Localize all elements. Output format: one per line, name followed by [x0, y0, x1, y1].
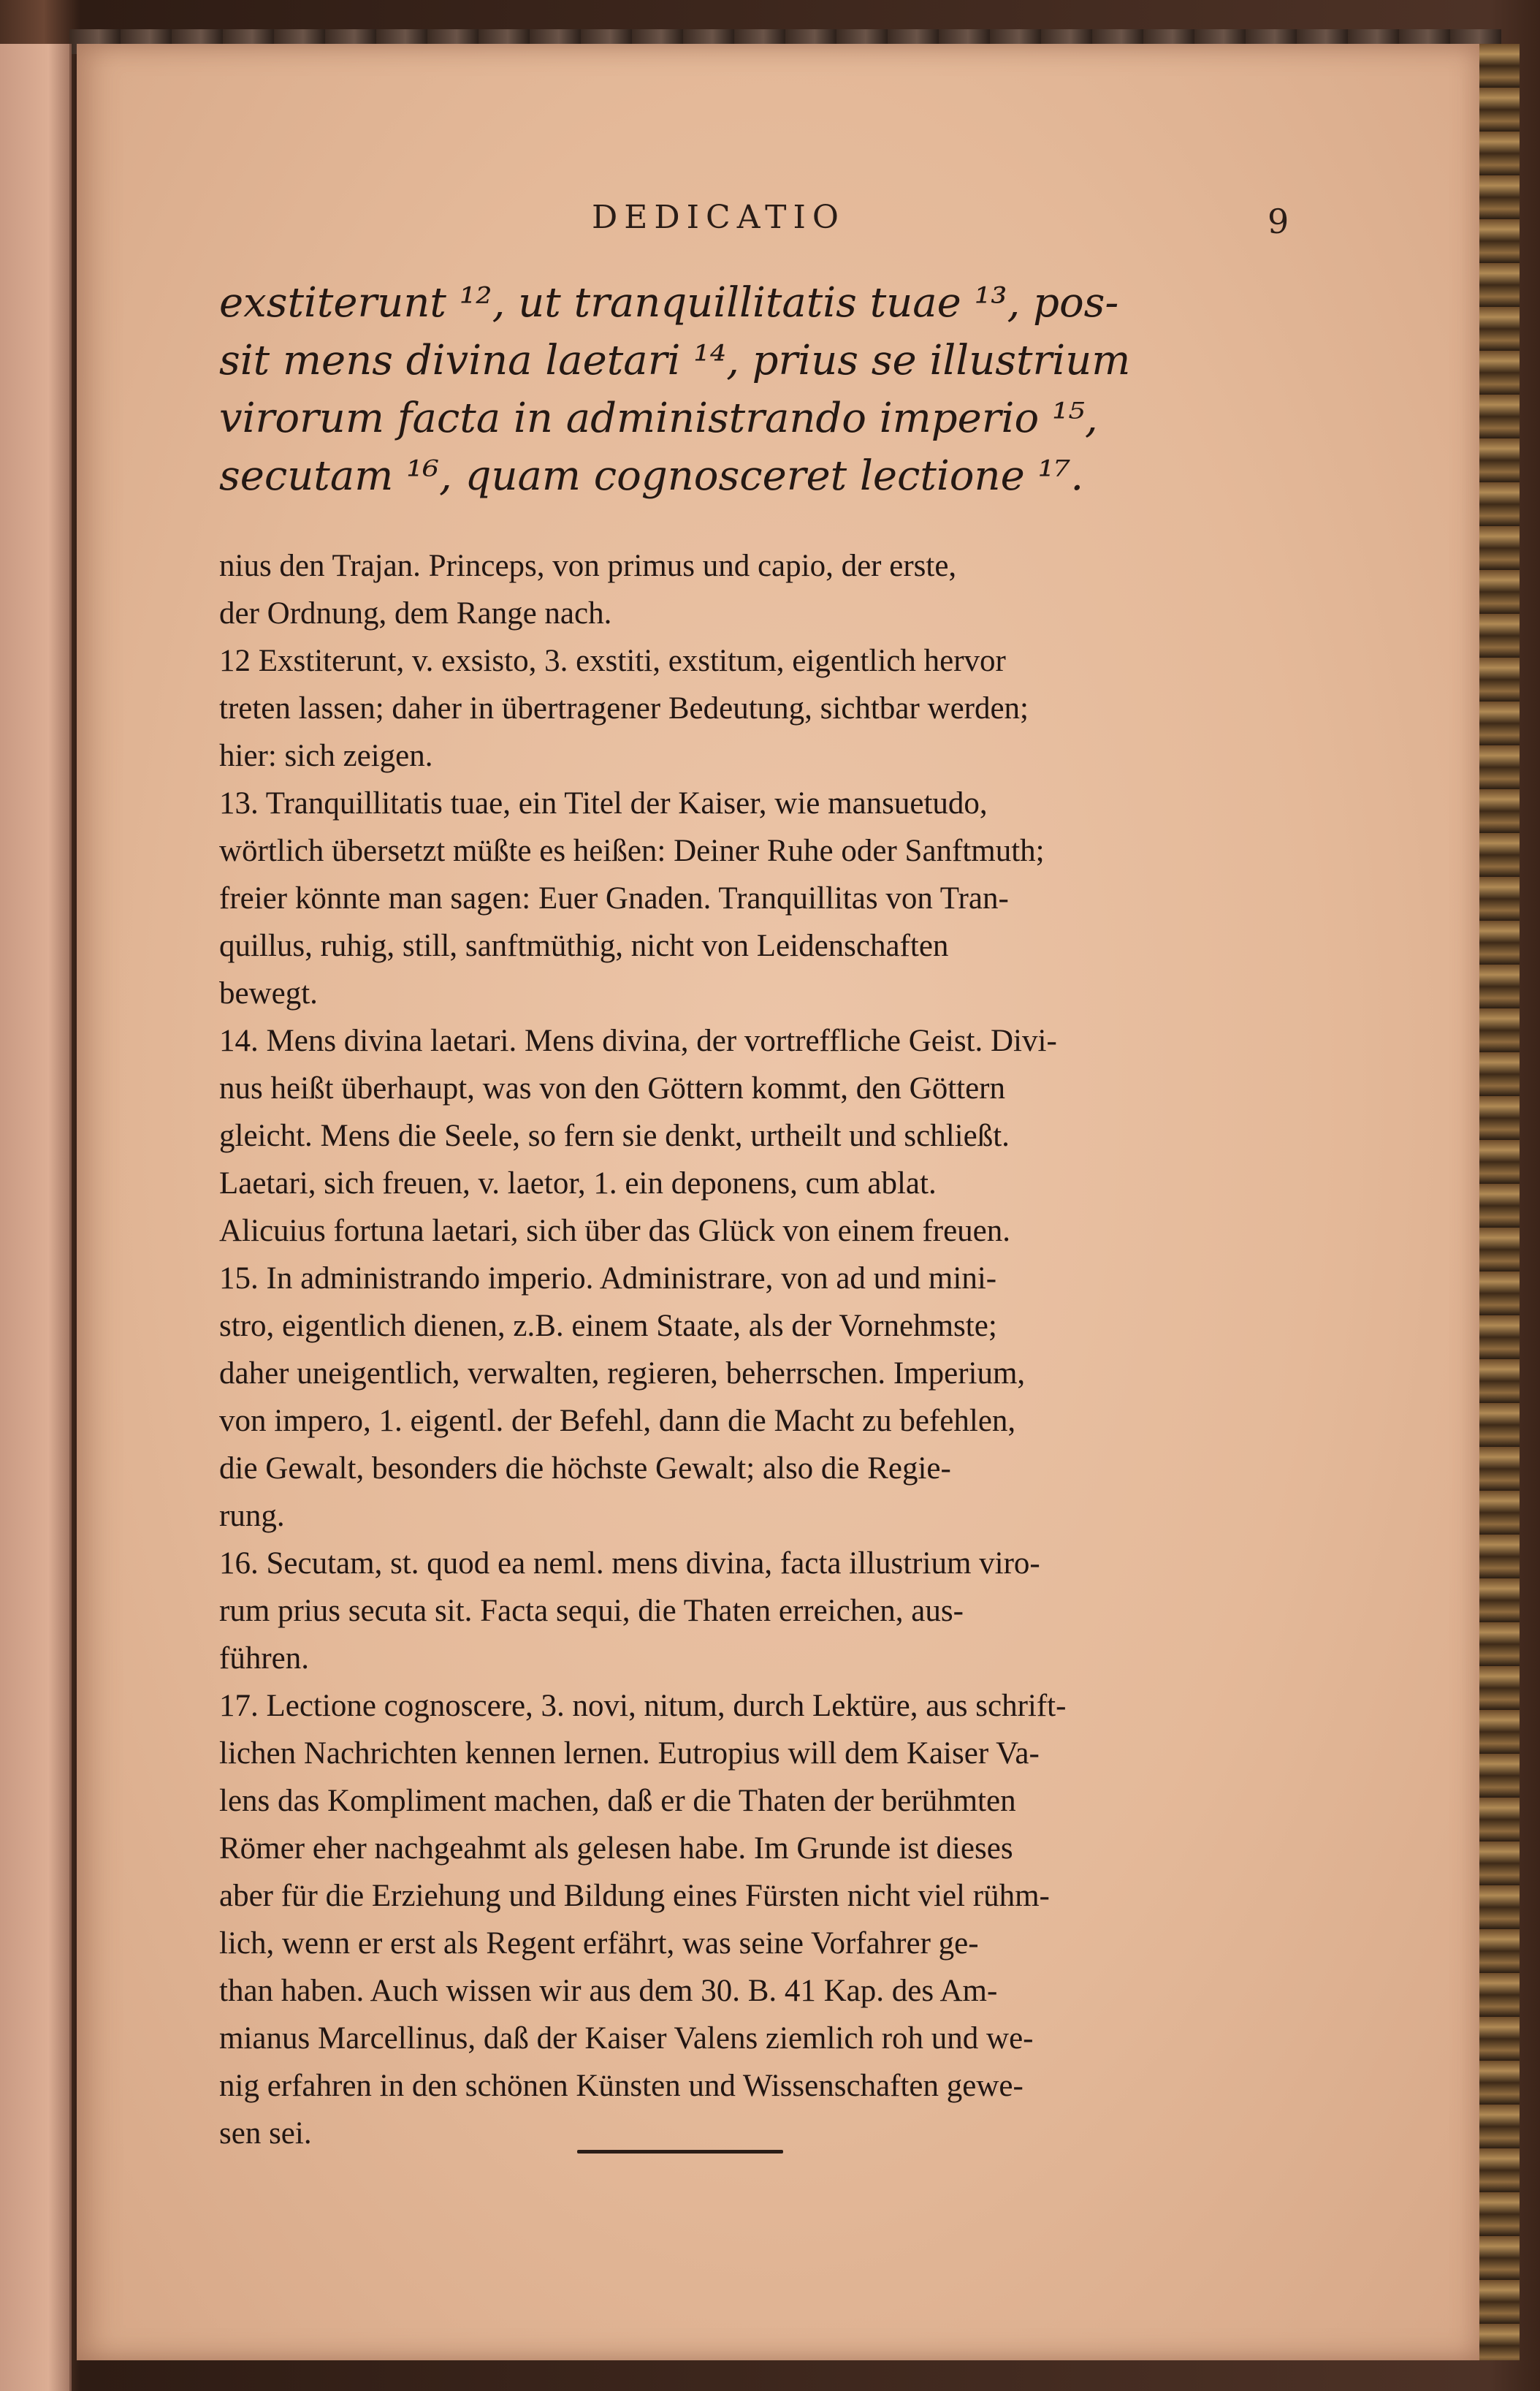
- note-line: Römer eher nachgeahmt als gelesen habe. Im Grunde ist dieses: [219, 1831, 1013, 1866]
- note-line: stro, eigentlich dienen, z.B. einem Staate, als der Vornehmste;: [219, 1309, 997, 1343]
- note-line: daher uneigentlich, verwalten, regieren, beherrschen. Imperium,: [219, 1356, 1026, 1391]
- main-text-line: virorum facta in administrando imperio ¹⁵,: [219, 395, 1098, 442]
- note-line: sen sei.: [219, 2116, 312, 2151]
- running-title: DEDICATIO: [592, 199, 845, 236]
- note-line: nius den Trajan. Princeps, von primus und capio, der erste,: [219, 549, 957, 583]
- page-header: [77, 199, 1479, 243]
- main-text-line: sit mens divina laetari ¹⁴, prius se illustrium: [219, 337, 1131, 384]
- note-line: wörtlich übersetzt müßte es heißen: Deiner Ruhe oder Sanftmuth;: [219, 834, 1045, 868]
- main-text-line: secutam ¹⁶, quam cognosceret lectione ¹⁷.: [219, 452, 1084, 500]
- note-line: 16. Secutam, st. quod ea neml. mens divina, facta illustrium viro-: [219, 1546, 1040, 1581]
- facing-page-edge: [0, 44, 72, 2391]
- note-line: nig erfahren in den schönen Künsten und Wissenschaften gewe-: [219, 2069, 1024, 2103]
- note-line: 14. Mens divina laetari. Mens divina, der vortreffliche Geist. Divi-: [219, 1024, 1057, 1058]
- note-line: lichen Nachrichten kennen lernen. Eutropius will dem Kaiser Va-: [219, 1736, 1040, 1771]
- note-line: quillus, ruhig, still, sanftmüthig, nicht von Leidenschaften: [219, 929, 949, 963]
- note-line: mianus Marcellinus, daß der Kaiser Valens ziemlich roh und we-: [219, 2021, 1034, 2056]
- note-line: freier könnte man sagen: Euer Gnaden. Tranquillitas von Tran-: [219, 881, 1009, 916]
- main-text-line: exstiterunt ¹², ut tranquillitatis tuae ¹³, pos-: [219, 279, 1119, 327]
- note-line: lens das Kompliment machen, daß er die Thaten der berühmten: [219, 1784, 1016, 1818]
- note-line: treten lassen; daher in übertragener Bedeutung, sichtbar werden;: [219, 691, 1029, 726]
- latin-main-text: [219, 274, 1293, 505]
- note-line: der Ordnung, dem Range nach.: [219, 596, 612, 631]
- note-line: bewegt.: [219, 976, 318, 1011]
- note-line: Laetari, sich freuen, v. laetor, 1. ein deponens, cum ablat.: [219, 1166, 937, 1201]
- closing-rule: [577, 2150, 783, 2154]
- note-line: 12 Exstiterunt, v. exsisto, 3. exstiti, exstitum, eigentlich hervor: [219, 644, 1006, 678]
- note-line: rung.: [219, 1499, 285, 1533]
- note-line: 17. Lectione cognoscere, 3. novi, nitum, durch Lektüre, aus schrift-: [219, 1689, 1067, 1723]
- note-line: aber für die Erziehung und Bildung eines Fürsten nicht viel rühm-: [219, 1879, 1050, 1913]
- note-line: hier: sich zeigen.: [219, 739, 433, 773]
- note-line: Alicuius fortuna laetari, sich über das Glück von einem freuen.: [219, 1214, 1010, 1248]
- page-block-edge: [1479, 44, 1520, 2360]
- note-line: von impero, 1. eigentl. der Befehl, dann die Macht zu befehlen,: [219, 1404, 1016, 1438]
- footnotes: [219, 542, 1300, 2157]
- note-line: rum prius secuta sit. Facta sequi, die Thaten erreichen, aus-: [219, 1594, 964, 1628]
- note-line: die Gewalt, besonders die höchste Gewalt; also die Regie-: [219, 1451, 951, 1486]
- note-line: 15. In administrando imperio. Administrare, von ad und mini-: [219, 1261, 997, 1296]
- note-line: nus heißt überhaupt, was von den Göttern kommt, den Göttern: [219, 1071, 1005, 1106]
- page-number: 9: [1268, 202, 1289, 241]
- note-line: 13. Tranquillitatis tuae, ein Titel der Kaiser, wie mansuetudo,: [219, 786, 988, 821]
- note-line: gleicht. Mens die Seele, so fern sie denkt, urtheilt und schließt.: [219, 1119, 1010, 1153]
- note-line: than haben. Auch wissen wir aus dem 30. B. 41 Kap. des Am-: [219, 1974, 998, 2008]
- note-line: lich, wenn er erst als Regent erfährt, was seine Vorfahrer ge-: [219, 1926, 979, 1961]
- note-line: führen.: [219, 1641, 309, 1676]
